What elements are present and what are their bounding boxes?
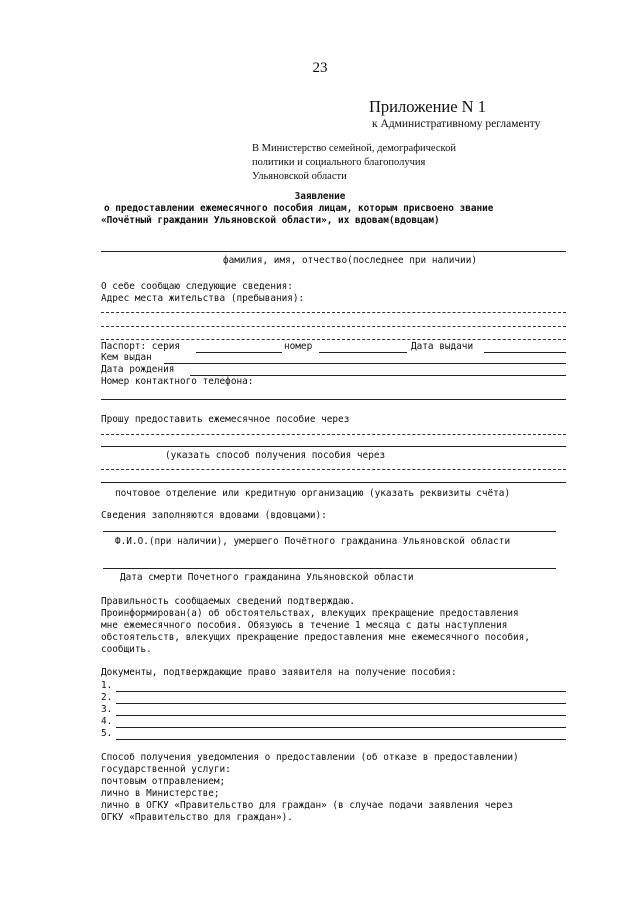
request-field-2[interactable] — [101, 446, 566, 447]
appendix-title: Приложение N 1 — [369, 97, 486, 116]
confirm-line-4: обстоятельств, влекущих прекращение предоставления мне ежемесячного пособия, — [101, 632, 530, 643]
address-field-1[interactable] — [101, 312, 566, 313]
documents-label: Документы, подтверждающие право заявителя на получение пособия: — [101, 667, 457, 678]
address-field-2[interactable] — [101, 326, 566, 327]
info-intro: О себе сообщаю следующие сведения: — [101, 281, 293, 292]
address-field-3[interactable] — [101, 339, 566, 340]
page-number: 23 — [312, 60, 328, 76]
widow-fio-caption: Ф.И.О.(при наличии), умершего Почётного гражданина Ульяновской области — [115, 536, 511, 547]
birth-date-label: Дата рождения — [101, 364, 175, 375]
document-item-3-field[interactable] — [116, 715, 566, 716]
fio-field[interactable] — [101, 251, 566, 252]
request-field-3[interactable] — [101, 469, 566, 470]
confirm-line-1: Правильность сообщаемых сведений подтверждаю. — [101, 596, 355, 607]
confirm-line-5: сообщить. — [101, 644, 152, 655]
notification-option-ministry[interactable]: лично в Министерстве; — [101, 788, 220, 799]
issue-date-label: Дата выдачи — [411, 341, 474, 352]
address-label: Адрес места жительства (пребывания): — [101, 293, 305, 304]
request-text: Прошу предоставить ежемесячное пособие через — [101, 414, 350, 425]
confirm-line-2: Проинформирован(а) об обстоятельствах, влекущих прекращение предоставления — [101, 608, 519, 619]
notification-option-ogku[interactable]: лично в ОГКУ «Правительство для граждан» (в случае подачи заявления через — [101, 800, 514, 811]
addressee-line-3: Ульяновской области — [252, 171, 347, 182]
passport-series-label: Паспорт: серия — [101, 341, 181, 352]
issued-by-label: Кем выдан — [101, 352, 152, 363]
widow-label: Сведения заполняются вдовами (вдовцами): — [101, 510, 327, 521]
issued-by-field[interactable] — [164, 363, 566, 364]
phone-label: Номер контактного телефона: — [101, 376, 254, 387]
widow-fio-field[interactable] — [103, 531, 556, 532]
request-caption-2: почтовое отделение или кредитную организацию (указать реквизиты счёта) — [115, 488, 511, 499]
document-item-4-field[interactable] — [116, 727, 566, 728]
document-item-1-number: 1. — [101, 680, 113, 691]
document-item-2-field[interactable] — [116, 703, 566, 704]
request-caption-1: (указать способ получения пособия через — [165, 450, 386, 461]
notification-line-1: Способ получения уведомления о предоставлении (об отказе в предоставлении) — [101, 752, 519, 763]
request-field-4[interactable] — [101, 482, 566, 483]
fio-caption: фамилия, имя, отчество(последнее при наличии) — [223, 255, 477, 266]
phone-field[interactable] — [101, 399, 566, 400]
document-item-2-number: 2. — [101, 692, 113, 703]
appendix-subtitle: к Административному регламенту — [372, 118, 541, 130]
document-item-1-field[interactable] — [116, 691, 566, 692]
document-item-5-number: 5. — [101, 728, 113, 739]
document-item-4-number: 4. — [101, 716, 113, 727]
form-heading-line-2: «Почётный гражданин Ульяновской области», их вдовам(вдовцам) — [101, 215, 440, 226]
addressee-line-1: В Министерство семейной, демографической — [252, 143, 456, 154]
death-date-field[interactable] — [103, 568, 556, 569]
death-date-caption: Дата смерти Почетного гражданина Ульяновской области — [120, 572, 414, 583]
issue-date-field[interactable] — [484, 352, 566, 353]
addressee-line-2: политики и социального благополучия — [252, 157, 426, 168]
passport-number-label: номер — [284, 341, 313, 352]
request-field-1[interactable] — [101, 434, 566, 435]
form-heading-line-1: о предоставлении ежемесячного пособия лицам, которым присвоено звание — [104, 203, 494, 214]
notification-option-ogku-cont: ОГКУ «Правительство для граждан»). — [101, 812, 293, 823]
passport-series-field[interactable] — [196, 352, 282, 353]
notification-line-2: государственной услуги: — [101, 764, 231, 775]
confirm-line-3: мне ежемесячного пособия. Обязуюсь в течение 1 месяца с даты наступления — [101, 620, 508, 631]
passport-number-field[interactable] — [319, 352, 407, 353]
form-title: Заявление — [294, 191, 346, 202]
document-item-5-field[interactable] — [116, 739, 566, 740]
document-item-3-number: 3. — [101, 704, 113, 715]
notification-option-post[interactable]: почтовым отправлением; — [101, 776, 226, 787]
